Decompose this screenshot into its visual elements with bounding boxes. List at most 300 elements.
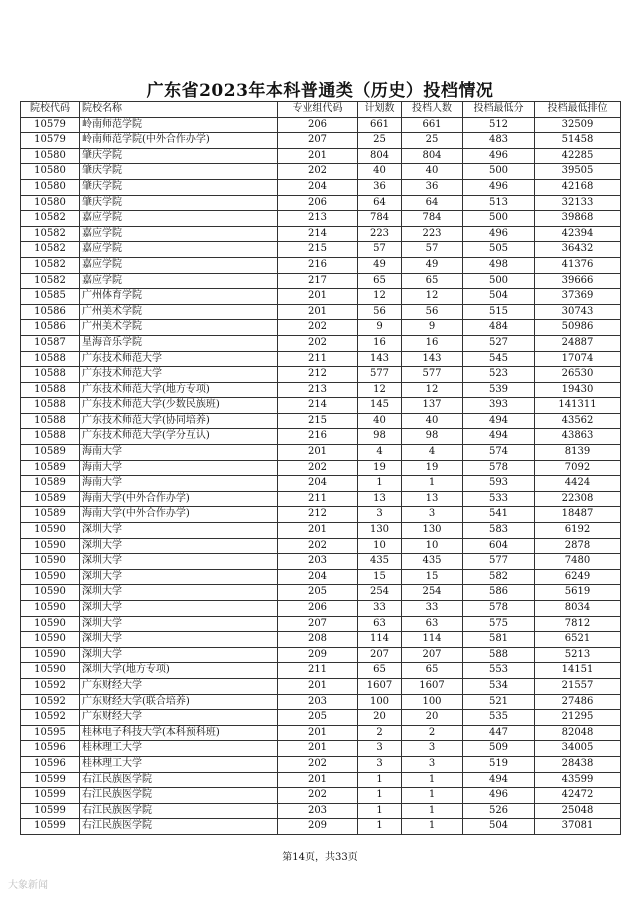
group-code-cell: 202 (278, 460, 358, 476)
min-rank-cell: 7480 (535, 554, 621, 570)
admitted-count-cell: 3 (402, 741, 463, 757)
header-group-code: 专业组代码 (278, 102, 358, 118)
plan-count-cell: 207 (358, 647, 402, 663)
table-row (21, 117, 621, 133)
school-code-cell: 10588 (21, 367, 80, 383)
min-score-cell: 496 (463, 788, 535, 804)
plan-count-cell: 143 (358, 351, 402, 367)
school-name-cell: 嘉应学院 (80, 211, 278, 227)
table-row (21, 382, 621, 398)
admitted-count-cell: 254 (402, 585, 463, 601)
min-rank-cell: 27486 (535, 694, 621, 710)
admitted-count-cell: 12 (402, 289, 463, 305)
school-code-cell: 10592 (21, 694, 80, 710)
admitted-count-cell: 1 (402, 803, 463, 819)
plan-count-cell: 15 (358, 569, 402, 585)
plan-count-cell: 1 (358, 772, 402, 788)
min-score-cell: 515 (463, 304, 535, 320)
school-code-cell: 10589 (21, 491, 80, 507)
school-name-cell: 广东技术师范大学 (80, 367, 278, 383)
school-code-cell: 10586 (21, 304, 80, 320)
plan-count-cell: 25 (358, 133, 402, 149)
table-row (21, 819, 621, 835)
group-code-cell: 211 (278, 351, 358, 367)
plan-count-cell: 98 (358, 429, 402, 445)
min-score-cell: 498 (463, 257, 535, 273)
table-row (21, 179, 621, 195)
min-rank-cell: 17074 (535, 351, 621, 367)
admitted-count-cell: 20 (402, 710, 463, 726)
admitted-count-cell: 435 (402, 554, 463, 570)
min-rank-cell: 82048 (535, 725, 621, 741)
min-rank-cell: 21295 (535, 710, 621, 726)
table-row (21, 460, 621, 476)
school-code-cell: 10587 (21, 335, 80, 351)
group-code-cell: 211 (278, 663, 358, 679)
plan-count-cell: 56 (358, 304, 402, 320)
plan-count-cell: 254 (358, 585, 402, 601)
plan-count-cell: 435 (358, 554, 402, 570)
school-code-cell: 10582 (21, 257, 80, 273)
min-rank-cell: 4424 (535, 476, 621, 492)
header-school-name: 院校名称 (80, 102, 278, 118)
table-row (21, 663, 621, 679)
table-row (21, 803, 621, 819)
min-rank-cell: 42168 (535, 179, 621, 195)
min-rank-cell: 7092 (535, 460, 621, 476)
min-rank-cell: 6249 (535, 569, 621, 585)
plan-count-cell: 63 (358, 616, 402, 632)
table-row (21, 148, 621, 164)
school-code-cell: 10590 (21, 569, 80, 585)
min-score-cell: 504 (463, 289, 535, 305)
min-score-cell: 553 (463, 663, 535, 679)
plan-count-cell: 130 (358, 523, 402, 539)
min-rank-cell: 43599 (535, 772, 621, 788)
admitted-count-cell: 804 (402, 148, 463, 164)
min-score-cell: 577 (463, 554, 535, 570)
school-name-cell: 嘉应学院 (80, 226, 278, 242)
table-row (21, 491, 621, 507)
group-code-cell: 202 (278, 538, 358, 554)
table-row (21, 710, 621, 726)
admitted-count-cell: 114 (402, 632, 463, 648)
table-row (21, 523, 621, 539)
school-name-cell: 广东财经大学 (80, 678, 278, 694)
plan-count-cell: 1 (358, 819, 402, 835)
school-name-cell: 右江民族医学院 (80, 819, 278, 835)
group-code-cell: 202 (278, 320, 358, 336)
admitted-count-cell: 1 (402, 772, 463, 788)
min-score-cell: 496 (463, 179, 535, 195)
admitted-count-cell: 57 (402, 242, 463, 258)
group-code-cell: 201 (278, 725, 358, 741)
admitted-count-cell: 143 (402, 351, 463, 367)
min-rank-cell: 42394 (535, 226, 621, 242)
school-name-cell: 肇庆学院 (80, 195, 278, 211)
group-code-cell: 215 (278, 413, 358, 429)
table-row (21, 211, 621, 227)
school-name-cell: 深圳大学 (80, 569, 278, 585)
min-score-cell: 545 (463, 351, 535, 367)
plan-count-cell: 100 (358, 694, 402, 710)
admitted-count-cell: 16 (402, 335, 463, 351)
school-name-cell: 广东技术师范大学(学分互认) (80, 429, 278, 445)
min-score-cell: 509 (463, 741, 535, 757)
plan-count-cell: 16 (358, 335, 402, 351)
admitted-count-cell: 661 (402, 117, 463, 133)
min-rank-cell: 21557 (535, 678, 621, 694)
table-row (21, 273, 621, 289)
group-code-cell: 211 (278, 491, 358, 507)
school-code-cell: 10596 (21, 756, 80, 772)
group-code-cell: 213 (278, 211, 358, 227)
min-score-cell: 484 (463, 320, 535, 336)
group-code-cell: 207 (278, 616, 358, 632)
min-rank-cell: 32509 (535, 117, 621, 133)
school-code-cell: 10599 (21, 803, 80, 819)
admitted-count-cell: 100 (402, 694, 463, 710)
min-score-cell: 500 (463, 164, 535, 180)
plan-count-cell: 19 (358, 460, 402, 476)
table-row (21, 772, 621, 788)
min-score-cell: 505 (463, 242, 535, 258)
school-name-cell: 肇庆学院 (80, 179, 278, 195)
admitted-count-cell: 137 (402, 398, 463, 414)
min-rank-cell: 43562 (535, 413, 621, 429)
school-code-cell: 10580 (21, 148, 80, 164)
group-code-cell: 209 (278, 647, 358, 663)
school-name-cell: 深圳大学(地方专项) (80, 663, 278, 679)
school-code-cell: 10589 (21, 507, 80, 523)
table-row (21, 741, 621, 757)
admitted-count-cell: 577 (402, 367, 463, 383)
school-name-cell: 深圳大学 (80, 601, 278, 617)
min-rank-cell: 6192 (535, 523, 621, 539)
min-rank-cell: 34005 (535, 741, 621, 757)
school-code-cell: 10596 (21, 741, 80, 757)
group-code-cell: 216 (278, 429, 358, 445)
group-code-cell: 201 (278, 523, 358, 539)
admitted-count-cell: 1607 (402, 678, 463, 694)
school-code-cell: 10599 (21, 819, 80, 835)
school-code-cell: 10580 (21, 164, 80, 180)
school-name-cell: 肇庆学院 (80, 164, 278, 180)
min-rank-cell: 26530 (535, 367, 621, 383)
group-code-cell: 202 (278, 756, 358, 772)
school-name-cell: 右江民族医学院 (80, 772, 278, 788)
min-rank-cell: 19430 (535, 382, 621, 398)
school-code-cell: 10592 (21, 678, 80, 694)
school-name-cell: 深圳大学 (80, 632, 278, 648)
school-name-cell: 嘉应学院 (80, 257, 278, 273)
admitted-count-cell: 4 (402, 445, 463, 461)
admitted-count-cell: 130 (402, 523, 463, 539)
admitted-count-cell: 10 (402, 538, 463, 554)
min-score-cell: 581 (463, 632, 535, 648)
min-score-cell: 527 (463, 335, 535, 351)
min-rank-cell: 50986 (535, 320, 621, 336)
school-name-cell: 桂林理工大学 (80, 756, 278, 772)
school-name-cell: 嘉应学院 (80, 242, 278, 258)
group-code-cell: 203 (278, 554, 358, 570)
group-code-cell: 206 (278, 117, 358, 133)
school-code-cell: 10589 (21, 476, 80, 492)
school-name-cell: 深圳大学 (80, 585, 278, 601)
group-code-cell: 203 (278, 803, 358, 819)
school-name-cell: 星海音乐学院 (80, 335, 278, 351)
plan-count-cell: 3 (358, 507, 402, 523)
group-code-cell: 216 (278, 257, 358, 273)
school-name-cell: 深圳大学 (80, 538, 278, 554)
admitted-count-cell: 63 (402, 616, 463, 632)
school-name-cell: 深圳大学 (80, 647, 278, 663)
header-plan-count: 计划数 (358, 102, 402, 118)
min-rank-cell: 30743 (535, 304, 621, 320)
plan-count-cell: 1607 (358, 678, 402, 694)
min-rank-cell: 7812 (535, 616, 621, 632)
school-code-cell: 10590 (21, 523, 80, 539)
admitted-count-cell: 1 (402, 476, 463, 492)
school-code-cell: 10579 (21, 133, 80, 149)
school-name-cell: 深圳大学 (80, 616, 278, 632)
group-code-cell: 201 (278, 304, 358, 320)
school-code-cell: 10599 (21, 788, 80, 804)
school-code-cell: 10590 (21, 585, 80, 601)
group-code-cell: 201 (278, 148, 358, 164)
table-row (21, 756, 621, 772)
admitted-count-cell: 1 (402, 819, 463, 835)
school-code-cell: 10589 (21, 445, 80, 461)
group-code-cell: 208 (278, 632, 358, 648)
plan-count-cell: 145 (358, 398, 402, 414)
min-rank-cell: 14151 (535, 663, 621, 679)
school-code-cell: 10588 (21, 413, 80, 429)
min-rank-cell: 32133 (535, 195, 621, 211)
group-code-cell: 204 (278, 179, 358, 195)
school-name-cell: 岭南师范学院 (80, 117, 278, 133)
school-code-cell: 10590 (21, 647, 80, 663)
school-code-cell: 10582 (21, 273, 80, 289)
min-score-cell: 541 (463, 507, 535, 523)
plan-count-cell: 784 (358, 211, 402, 227)
table-row (21, 335, 621, 351)
min-rank-cell: 8139 (535, 445, 621, 461)
min-rank-cell: 51458 (535, 133, 621, 149)
watermark-text: 大象新闻 (8, 880, 48, 891)
table-row (21, 242, 621, 258)
group-code-cell: 212 (278, 507, 358, 523)
table-body (21, 117, 621, 834)
admitted-count-cell: 2 (402, 725, 463, 741)
table-row (21, 788, 621, 804)
min-score-cell: 494 (463, 429, 535, 445)
plan-count-cell: 57 (358, 242, 402, 258)
min-rank-cell: 41376 (535, 257, 621, 273)
plan-count-cell: 2 (358, 725, 402, 741)
school-name-cell: 深圳大学 (80, 554, 278, 570)
min-score-cell: 535 (463, 710, 535, 726)
school-name-cell: 广东技术师范大学(少数民族班) (80, 398, 278, 414)
admitted-count-cell: 98 (402, 429, 463, 445)
min-rank-cell: 39666 (535, 273, 621, 289)
school-name-cell: 广东财经大学 (80, 710, 278, 726)
school-code-cell: 10592 (21, 710, 80, 726)
min-rank-cell: 141311 (535, 398, 621, 414)
group-code-cell: 202 (278, 788, 358, 804)
group-code-cell: 201 (278, 741, 358, 757)
admitted-count-cell: 13 (402, 491, 463, 507)
admitted-count-cell: 25 (402, 133, 463, 149)
school-code-cell: 10590 (21, 538, 80, 554)
table-row (21, 585, 621, 601)
min-score-cell: 593 (463, 476, 535, 492)
school-code-cell: 10579 (21, 117, 80, 133)
min-score-cell: 447 (463, 725, 535, 741)
admitted-count-cell: 3 (402, 756, 463, 772)
school-name-cell: 海南大学(中外合作办学) (80, 507, 278, 523)
group-code-cell: 202 (278, 164, 358, 180)
school-name-cell: 广州体育学院 (80, 289, 278, 305)
group-code-cell: 201 (278, 445, 358, 461)
min-score-cell: 582 (463, 569, 535, 585)
school-name-cell: 嘉应学院 (80, 273, 278, 289)
min-score-cell: 483 (463, 133, 535, 149)
group-code-cell: 214 (278, 398, 358, 414)
school-code-cell: 10582 (21, 242, 80, 258)
school-code-cell: 10588 (21, 398, 80, 414)
admitted-count-cell: 33 (402, 601, 463, 617)
table-row (21, 569, 621, 585)
table-row (21, 289, 621, 305)
school-code-cell: 10585 (21, 289, 80, 305)
min-score-cell: 519 (463, 756, 535, 772)
min-rank-cell: 25048 (535, 803, 621, 819)
min-score-cell: 521 (463, 694, 535, 710)
min-rank-cell: 24887 (535, 335, 621, 351)
admitted-count-cell: 40 (402, 164, 463, 180)
group-code-cell: 201 (278, 289, 358, 305)
plan-count-cell: 40 (358, 413, 402, 429)
table-row (21, 538, 621, 554)
table-row (21, 632, 621, 648)
table-row (21, 226, 621, 242)
group-code-cell: 206 (278, 601, 358, 617)
plan-count-cell: 12 (358, 382, 402, 398)
table-row (21, 678, 621, 694)
admission-table-wrapper (20, 101, 620, 835)
table-row (21, 133, 621, 149)
min-score-cell: 513 (463, 195, 535, 211)
admitted-count-cell: 56 (402, 304, 463, 320)
school-name-cell: 肇庆学院 (80, 148, 278, 164)
group-code-cell: 214 (278, 226, 358, 242)
plan-count-cell: 4 (358, 445, 402, 461)
plan-count-cell: 9 (358, 320, 402, 336)
plan-count-cell: 36 (358, 179, 402, 195)
table-row (21, 476, 621, 492)
plan-count-cell: 10 (358, 538, 402, 554)
min-rank-cell: 42285 (535, 148, 621, 164)
group-code-cell: 205 (278, 710, 358, 726)
plan-count-cell: 20 (358, 710, 402, 726)
plan-count-cell: 577 (358, 367, 402, 383)
group-code-cell: 201 (278, 678, 358, 694)
school-code-cell: 10590 (21, 663, 80, 679)
table-row (21, 694, 621, 710)
table-row (21, 367, 621, 383)
admitted-count-cell: 40 (402, 413, 463, 429)
min-score-cell: 494 (463, 772, 535, 788)
min-score-cell: 578 (463, 601, 535, 617)
school-name-cell: 广东技术师范大学(协同培养) (80, 413, 278, 429)
school-code-cell: 10588 (21, 429, 80, 445)
school-code-cell: 10588 (21, 382, 80, 398)
group-code-cell: 204 (278, 476, 358, 492)
school-code-cell: 10590 (21, 601, 80, 617)
plan-count-cell: 1 (358, 803, 402, 819)
min-score-cell: 500 (463, 273, 535, 289)
min-rank-cell: 8034 (535, 601, 621, 617)
table-row (21, 507, 621, 523)
table-row (21, 398, 621, 414)
table-row (21, 554, 621, 570)
admitted-count-cell: 223 (402, 226, 463, 242)
min-rank-cell: 39505 (535, 164, 621, 180)
admitted-count-cell: 36 (402, 179, 463, 195)
min-score-cell: 504 (463, 819, 535, 835)
group-code-cell: 213 (278, 382, 358, 398)
page-title: 广东省2023年本科普通类（历史）投档情况 (146, 81, 494, 101)
min-score-cell: 533 (463, 491, 535, 507)
admitted-count-cell: 9 (402, 320, 463, 336)
min-rank-cell: 43863 (535, 429, 621, 445)
min-rank-cell: 5213 (535, 647, 621, 663)
table-row (21, 164, 621, 180)
plan-count-cell: 1 (358, 788, 402, 804)
table-row (21, 351, 621, 367)
header-min-score: 投档最低分 (463, 102, 535, 118)
school-code-cell: 10586 (21, 320, 80, 336)
plan-count-cell: 3 (358, 756, 402, 772)
min-score-cell: 578 (463, 460, 535, 476)
min-score-cell: 393 (463, 398, 535, 414)
admitted-count-cell: 207 (402, 647, 463, 663)
min-score-cell: 500 (463, 211, 535, 227)
admission-table (20, 101, 621, 835)
group-code-cell: 205 (278, 585, 358, 601)
group-code-cell: 206 (278, 195, 358, 211)
school-name-cell: 广州美术学院 (80, 320, 278, 336)
min-score-cell: 494 (463, 413, 535, 429)
min-score-cell: 534 (463, 678, 535, 694)
plan-count-cell: 223 (358, 226, 402, 242)
min-rank-cell: 6521 (535, 632, 621, 648)
school-name-cell: 岭南师范学院(中外合作办学) (80, 133, 278, 149)
min-score-cell: 523 (463, 367, 535, 383)
admitted-count-cell: 64 (402, 195, 463, 211)
table-row (21, 601, 621, 617)
school-name-cell: 广东财经大学(联合培养) (80, 694, 278, 710)
school-name-cell: 海南大学 (80, 460, 278, 476)
group-code-cell: 217 (278, 273, 358, 289)
group-code-cell: 203 (278, 694, 358, 710)
min-rank-cell: 39868 (535, 211, 621, 227)
header-min-rank: 投档最低排位 (535, 102, 621, 118)
group-code-cell: 201 (278, 772, 358, 788)
min-score-cell: 526 (463, 803, 535, 819)
plan-count-cell: 65 (358, 663, 402, 679)
